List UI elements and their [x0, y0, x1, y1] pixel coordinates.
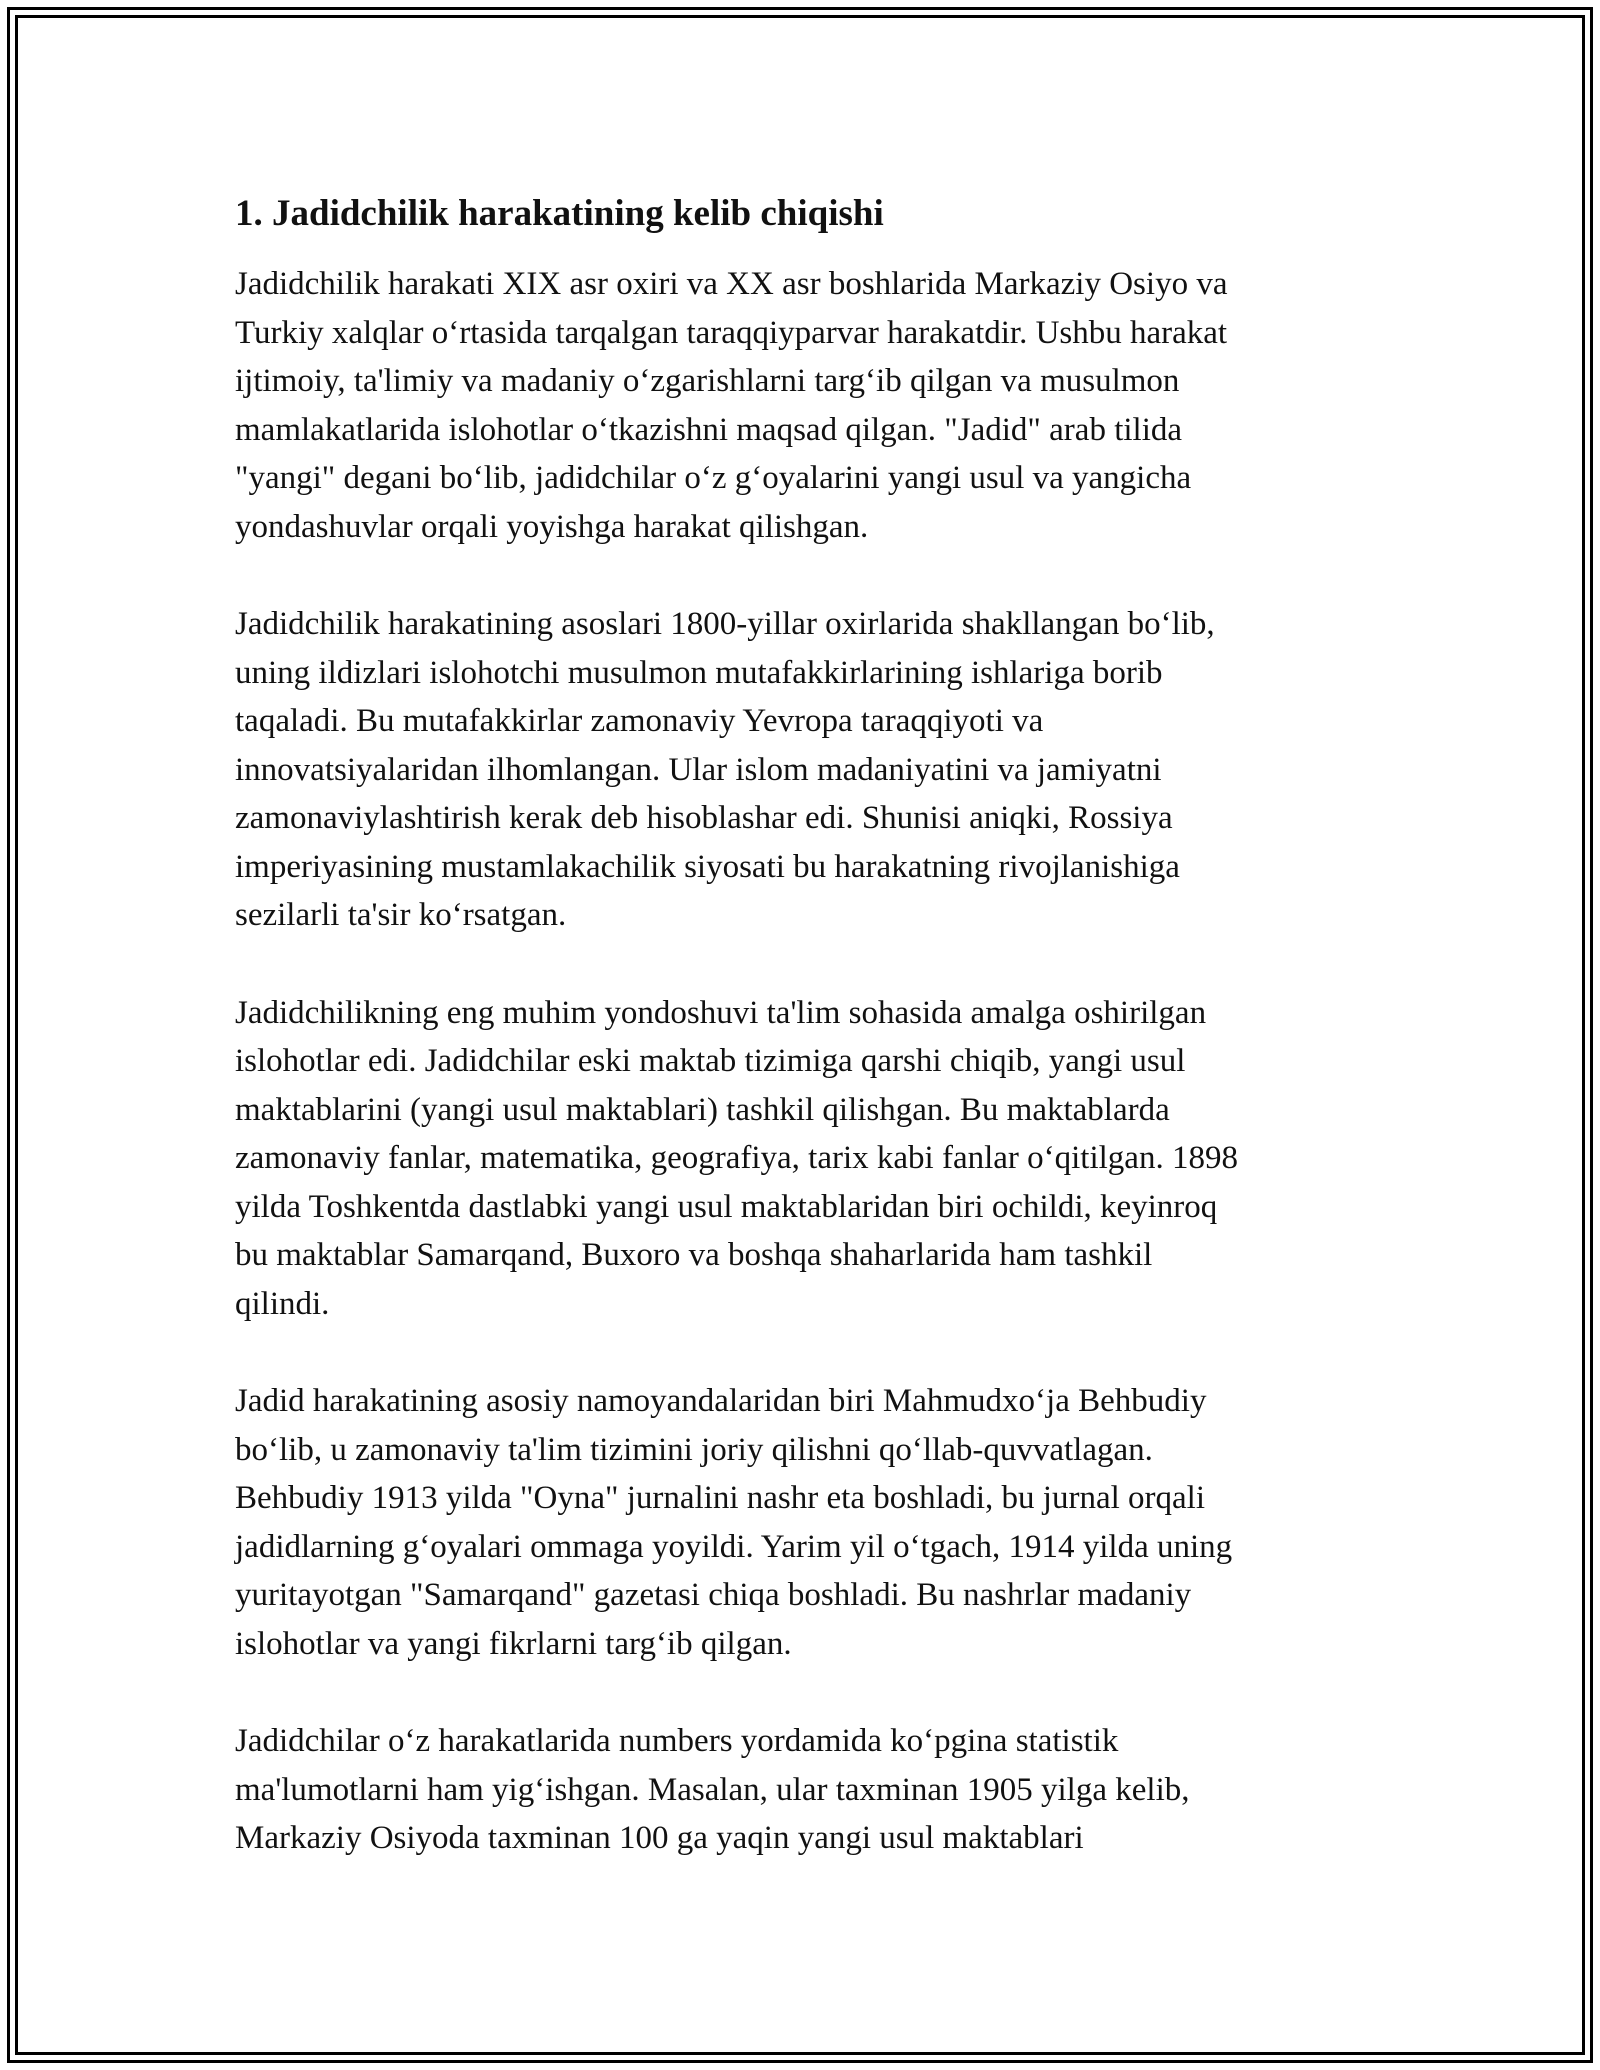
paragraph-line: yilda Toshkentda dastlabki yangi usul maktablaridan biri ochildi, keyinroq — [235, 1188, 1218, 1225]
paragraph-line: innovatsiyalaridan ilhomlangan. Ular islom madaniyatini va jamiyatni — [235, 751, 1162, 788]
paragraph-line: Markaziy Osiyoda taxminan 100 ga yaqin yangi usul maktablari — [235, 1820, 1084, 1856]
paragraph-line: zamonaviy fanlar, matematika, geografiya, tarix kabi fanlar o‘qitilgan. 1898 — [235, 1140, 1238, 1176]
paragraph-line: yuritayotgan "Samarqand" gazetasi chiqa boshladi. Bu nashrlar madaniy — [235, 1577, 1192, 1613]
paragraph-line: Jadid harakatining asosiy namoyandalaridan biri Mahmudxo‘ja Behbudiy — [235, 1383, 1207, 1419]
document-body — [235, 184, 1375, 1912]
paragraph-line: uning ildizlari islohotchi musulmon mutafakkirlarining ishlariga borib — [235, 654, 1163, 691]
paragraph-line: taqaladi. Bu mutafakkirlar zamonaviy Yevropa taraqqiyoti va — [235, 703, 1044, 739]
paragraph-line: ijtimoiy, ta'limiy va madaniy o‘zgarishlarni targ‘ib qilgan va musulmon — [235, 363, 1180, 399]
paragraph-line: ma'lumotlarni ham yig‘ishgan. Masalan, ular taxminan 1905 yilga kelib, — [235, 1771, 1190, 1808]
paragraph-line: Turkiy xalqlar o‘rtasida tarqalgan taraqqiyparvar harakatdir. Ushbu harakat — [235, 314, 1228, 351]
paragraph-line: sezilarli ta'sir ko‘rsatgan. — [235, 897, 567, 933]
paragraph-line: islohotlar edi. Jadidchilar eski maktab tizimiga qarshi chiqib, yangi usul — [235, 1043, 1186, 1079]
paragraph-line: "yangi" degani bo‘lib, jadidchilar o‘z g‘oyalarini yangi usul va yangicha — [235, 460, 1192, 496]
section-heading: 1. Jadidchilik harakatining kelib chiqishi — [235, 193, 884, 234]
paragraph-line: bo‘lib, u zamonaviy ta'lim tizimini joriy qilishni qo‘llab-quvvatlagan. — [235, 1431, 1153, 1468]
paragraph-line: Behbudiy 1913 yilda "Oyna" jurnalini nashr eta boshladi, bu jurnal orqali — [235, 1480, 1206, 1516]
paragraph-line: Jadidchilikning eng muhim yondoshuvi ta'lim sohasida amalga oshirilgan — [235, 994, 1207, 1031]
paragraph-line: Jadidchilik harakati XIX asr oxiri va XX asr boshlarida Markaziy Osiyo va — [235, 266, 1228, 302]
paragraph-line: qilindi. — [235, 1285, 330, 1322]
paragraph-line: jadidlarning g‘oyalari ommaga yoyildi. Yarim yil o‘tgach, 1914 yilda uning — [235, 1528, 1233, 1565]
paragraph-1 — [235, 260, 1375, 551]
paragraph-line: Jadidchilik harakatining asoslari 1800-yillar oxirlarida shakllangan bo‘lib, — [235, 606, 1215, 642]
paragraph-line: islohotlar va yangi fikrlarni targ‘ib qilgan. — [235, 1625, 792, 1662]
paragraph-line: imperiyasining mustamlakachilik siyosati bu harakatning rivojlanishiga — [235, 848, 1180, 885]
paragraph-2 — [235, 600, 1375, 940]
paragraph-line: yondashuvlar orqali yoyishga harakat qilishgan. — [235, 508, 869, 545]
paragraph-line: zamonaviylashtirish kerak deb hisoblashar edi. Shunisi aniqki, Rossiya — [235, 800, 1173, 836]
paragraph-line: Jadidchilar o‘z harakatlarida numbers yordamida ko‘pgina statistik — [235, 1723, 1119, 1759]
paragraph-5 — [235, 1717, 1375, 1863]
paragraph-line: mamlakatlarida islohotlar o‘tkazishni maqsad qilgan. "Jadid" arab tilida — [235, 411, 1183, 448]
paragraph-line: bu maktablar Samarqand, Buxoro va boshqa shaharlarida ham tashkil — [235, 1237, 1153, 1273]
paragraph-3 — [235, 989, 1375, 1329]
paragraph-4 — [235, 1377, 1375, 1668]
paragraph-line: maktablarini (yangi usul maktablari) tashkil qilishgan. Bu maktablarda — [235, 1091, 1170, 1128]
